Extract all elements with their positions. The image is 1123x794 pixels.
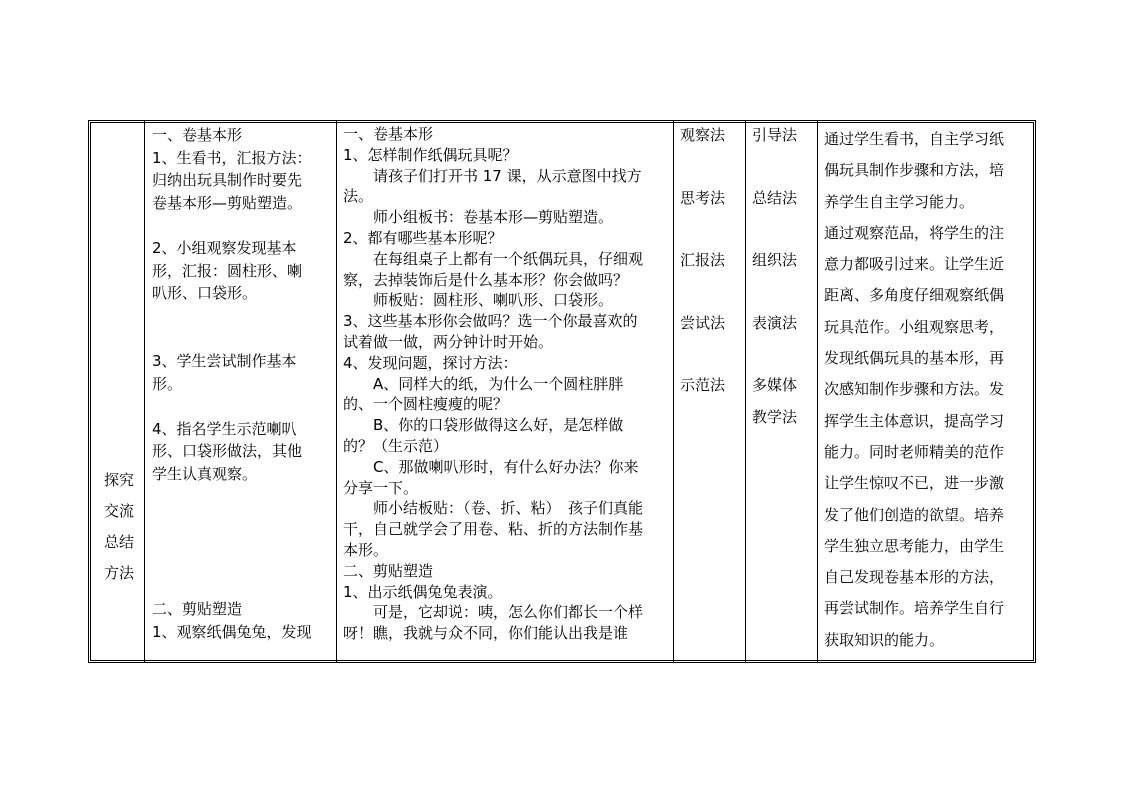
text-line: 二、剪贴塑造 — [343, 561, 434, 580]
text-line: 通过观察范品，将学生的注 — [824, 223, 1005, 242]
text-line: 学生认真观察。 — [152, 464, 258, 483]
text-line: 获取知识的能力。 — [824, 630, 945, 649]
text-line: 呀！瞧，我就与众不同，你们能认出我是谁 — [343, 624, 629, 643]
text-line: 归纳出玩具制作时要先 — [152, 171, 303, 190]
method-label: 观察法 — [680, 126, 726, 144]
column-divider — [673, 120, 674, 663]
text-line: 可是，它却说：咦，怎么你们都长一个样 — [343, 603, 644, 622]
text-line — [152, 508, 332, 531]
text-line: 2、小组观察发现基本 — [152, 238, 297, 257]
text-line: 师板贴：圆柱形、喇叭形、口袋形。 — [343, 291, 614, 310]
text-line: 师小组板书：卷基本形—剪贴塑造。 — [343, 208, 614, 227]
text-line: 一、卷基本形 — [152, 126, 243, 144]
text-line: 养学生自主学习能力。 — [824, 192, 975, 211]
stage-cell — [96, 465, 142, 589]
text-line: 叭形、口袋形。 — [152, 284, 258, 303]
text-line: 意力都吸引过来。让学生近 — [824, 255, 1005, 274]
column-divider — [745, 120, 746, 663]
text-line: C、那做喇叭形时，有什么好办法？你来 — [343, 457, 639, 476]
method-label: 表演法 — [752, 313, 798, 332]
text-line: 自己发现卷基本形的方法， — [824, 568, 1005, 587]
text-line: 1、怎样制作纸偶玩具呢？ — [343, 145, 518, 164]
text-line: 4、发现问题，探讨方法： — [343, 353, 518, 372]
stage-line: 探究 — [103, 471, 134, 489]
method-label: 汇报法 — [680, 251, 726, 269]
text-line: 法。 — [343, 187, 374, 206]
text-line: 的？（生示范） — [343, 436, 449, 455]
text-line — [152, 214, 332, 237]
text-line — [152, 553, 332, 576]
text-line: 通过学生看书，自主学习纸 — [824, 130, 1005, 148]
text-line: 察，去掉装饰后是什么基本形？你会做吗？ — [343, 270, 629, 289]
text-line: 1、观察纸偶兔兔，发现 — [152, 623, 312, 642]
text-line: 干，自己就学会了用卷、粘、折的方法制作基 — [343, 520, 644, 539]
text-line: 1、生看书，汇报方法： — [152, 148, 312, 167]
text-line: 次感知制作步骤和方法。发 — [824, 380, 1005, 399]
column-divider — [336, 120, 337, 663]
text-line: 在每组桌子上都有一个纸偶玩具，仔细观 — [343, 249, 644, 268]
text-line: 的、一个圆柱瘦瘦的呢？ — [343, 395, 509, 414]
column-divider — [144, 120, 145, 663]
text-line: 让学生惊叹不已，进一步激 — [824, 474, 1005, 493]
column-divider — [817, 120, 818, 663]
text-line — [152, 395, 332, 418]
text-line — [152, 576, 332, 599]
text-line: 3、学生尝试制作基本 — [152, 351, 297, 370]
text-line: 玩具范作。小组观察思考， — [824, 317, 1005, 336]
stage-line: 总结 — [103, 533, 134, 551]
student-activity-cell — [152, 124, 332, 644]
learning-methods-cell — [680, 124, 742, 437]
stage-line: 方法 — [103, 564, 134, 582]
design-intent-cell — [824, 124, 1032, 656]
stage-line: 交流 — [103, 502, 134, 520]
method-label: 总结法 — [752, 188, 798, 207]
method-label: 多媒体 — [752, 376, 798, 394]
text-line: 挥学生主体意识，提高学习 — [824, 411, 1005, 430]
text-line — [152, 327, 332, 350]
text-line: 2、都有哪些基本形呢？ — [343, 228, 503, 247]
text-line: 本形。 — [343, 540, 389, 559]
method-label: 思考法 — [680, 188, 726, 207]
teaching-methods-cell — [752, 124, 814, 437]
text-line: 发现纸偶玩具的基本形，再 — [824, 349, 1005, 368]
text-line: A、同样大的纸，为什么一个圆柱胖胖 — [343, 374, 624, 393]
text-line: 1、出示纸偶兔兔表演。 — [343, 582, 503, 601]
text-line: 偶玩具制作步骤和方法，培 — [824, 161, 1005, 180]
text-line — [152, 305, 332, 328]
method-label: 教学法 — [752, 407, 798, 426]
text-line: 试着做一做，两分钟计时开始。 — [343, 332, 554, 351]
text-line: 再尝试制作。培养学生自行 — [824, 599, 1005, 618]
method-label: 示范法 — [680, 376, 726, 394]
teacher-activity-cell — [343, 124, 671, 644]
text-line: 学生独立思考能力，由学生 — [824, 536, 1005, 555]
text-line: 形、口袋形做法，其他 — [152, 442, 303, 461]
text-line: 距离、多角度仔细观察纸偶 — [824, 286, 1005, 305]
text-line: 师小结板贴：（卷、折、粘） 孩子们真能 — [343, 499, 644, 518]
method-label: 组织法 — [752, 251, 798, 269]
text-line: B、你的口袋形做得这么好，是怎样做 — [343, 416, 624, 435]
text-line: 3、这些基本形你会做吗？选一个你最喜欢的 — [343, 312, 638, 331]
method-label: 尝试法 — [680, 313, 726, 332]
text-line: 分享一下。 — [343, 478, 419, 497]
text-line — [152, 531, 332, 554]
text-line — [152, 486, 332, 509]
text-line: 卷基本形—剪贴塑造。 — [152, 193, 303, 212]
text-line: 发了他们创造的欲望。培养 — [824, 505, 1005, 524]
text-line: 能力。同时老师精美的范作 — [824, 442, 1005, 461]
text-line: 形，汇报：圆柱形、喇 — [152, 261, 303, 280]
text-line: 4、指名学生示范喇叭 — [152, 419, 297, 438]
method-label: 引导法 — [752, 126, 798, 144]
text-line: 二、剪贴塑造 — [152, 600, 243, 619]
text-line: 请孩子们打开书 17 课，从示意图中找方 — [343, 166, 642, 185]
text-line: 形。 — [152, 374, 183, 393]
text-line: 一、卷基本形 — [343, 125, 434, 143]
